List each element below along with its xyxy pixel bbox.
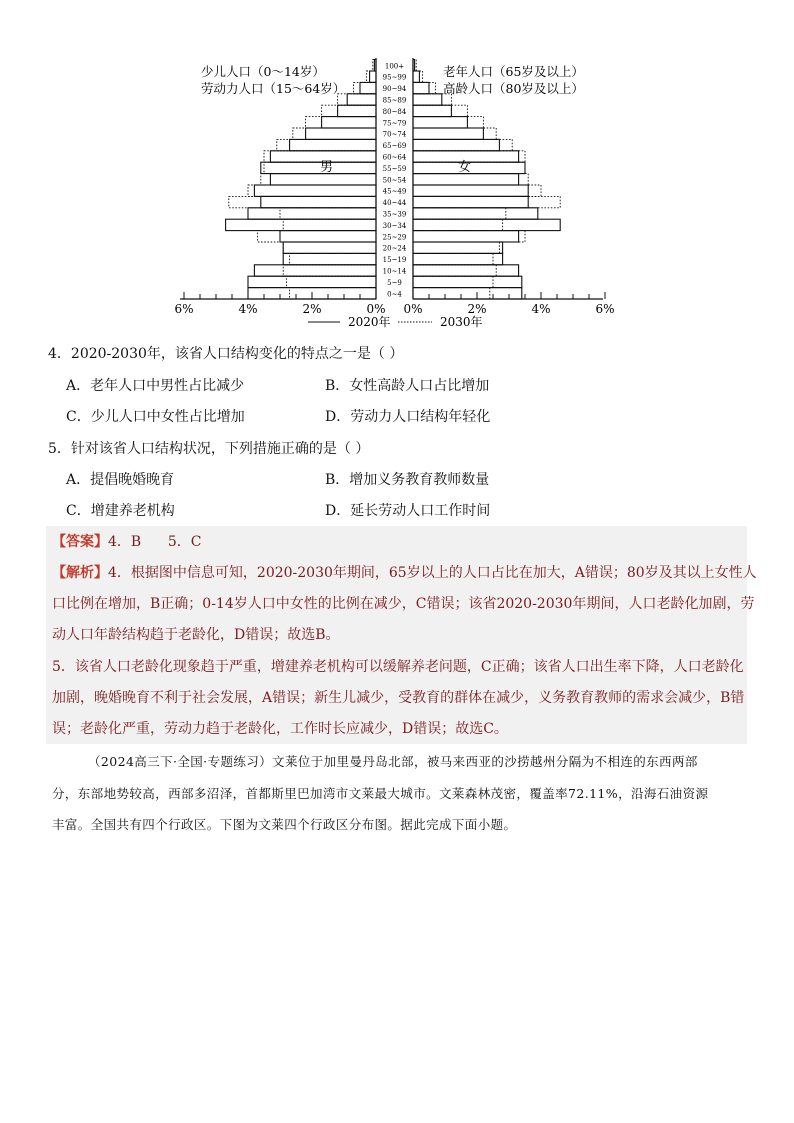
age-label: 50~54 <box>382 176 407 185</box>
bar-male-2020年 <box>248 208 376 219</box>
bar-female-2020年 <box>413 276 522 287</box>
age-label: 90~94 <box>382 85 407 94</box>
population-pyramid-chart <box>170 52 620 334</box>
bar-male-2030年 <box>229 196 376 207</box>
bar-male-2020年 <box>270 174 376 185</box>
bar-female-2030年 <box>413 174 528 185</box>
question-5-stem: 5．针对该省人口结构状况，下列措施正确的是（ ） <box>48 441 370 457</box>
bar-male-2030年 <box>248 185 376 196</box>
bar-female-2030年 <box>413 185 541 196</box>
bar-male-2020年 <box>280 231 376 242</box>
passage-line-2: 分，东部地势较高，西部多沼泽，首都斯里巴加湾市文莱最大城市。文莱森林茂密，覆盖率72.11%，沿海石油资源 <box>52 786 709 801</box>
q5-option-c[interactable]: C．增建养老机构 <box>66 503 175 519</box>
bar-female-2020年 <box>413 128 483 139</box>
bar-male-2020年 <box>254 185 376 196</box>
analysis-text-1: 4．根据图中信息可知，2020-2030年期间，65岁以上的人口占比在加大，A错误；80岁及其以上女性人 <box>108 565 757 581</box>
age-labels <box>383 62 407 298</box>
bar-female-2030年 <box>413 139 512 150</box>
bar-male-2030年 <box>286 276 376 287</box>
bar-male-2020年 <box>254 265 376 276</box>
legend-elderly: 老年人口（65岁及以上） <box>443 64 584 79</box>
bar-female-2030年 <box>413 219 503 230</box>
bar-female-2020年 <box>413 105 451 116</box>
age-label: 75~79 <box>382 119 407 128</box>
bar-male-2020年 <box>290 139 376 150</box>
bar-male-2020年 <box>322 117 376 128</box>
x-tick-label-left: 4% <box>238 302 258 316</box>
bar-female-2030年 <box>413 231 525 242</box>
answer-tag: 【答案】 <box>52 534 108 550</box>
bar-male-2030年 <box>283 219 376 230</box>
bar-female-2020年 <box>413 231 519 242</box>
bar-female-2020年 <box>413 94 442 105</box>
legend-2020-label: 2020年 <box>348 315 391 329</box>
bar-male-2030年 <box>258 231 376 242</box>
analysis-line-6: 误；老龄化严重，劳动力趋于老龄化，工作时长应减少，D错误；故选C。 <box>52 721 508 737</box>
bar-male-2030年 <box>290 288 376 299</box>
bar-male-2020年 <box>338 105 376 116</box>
age-label: 15~19 <box>382 256 407 265</box>
bar-male-2020年 <box>226 219 376 230</box>
analysis-line-4: 5．该省人口老龄化现象趋于严重，增建养老机构可以缓解养老问题，C正确；该省人口出生率下降，人口老龄化 <box>52 659 744 675</box>
bar-male-2020年 <box>261 162 376 173</box>
q4-option-b[interactable]: B．女性高龄人口占比增加 <box>325 378 490 394</box>
answer-line <box>52 532 202 552</box>
bar-female-2030年 <box>413 208 506 219</box>
bar-female-2030年 <box>413 196 560 207</box>
age-label: 25~29 <box>382 233 407 242</box>
age-label: 100+ <box>384 62 405 71</box>
analysis-line-2: 口比例在增加，B正确；0-14岁人口中女性的比例在减少，C错误；该省2020-2030年期间，人口老龄化加剧，劳 <box>52 596 755 612</box>
analysis-tag: 【解析】 <box>52 565 108 581</box>
bar-male-2020年 <box>248 276 376 287</box>
bar-male-2020年 <box>261 196 376 207</box>
bar-male-2030年 <box>366 71 376 82</box>
label-female: 女 <box>458 160 472 175</box>
age-label: 65~69 <box>382 142 407 151</box>
age-label: 55~59 <box>382 164 407 173</box>
bar-male-2020年 <box>370 71 376 82</box>
bar-male-2030年 <box>277 139 376 150</box>
age-label: 40~44 <box>382 199 407 208</box>
passage-line-3: 丰富。全国共有四个行政区。下图为文莱四个行政区分布图。据此完成下面小题。 <box>52 817 517 832</box>
bar-male-2030年 <box>283 265 376 276</box>
bar-female-2030年 <box>413 117 483 128</box>
passage-line-1: （2024高三下·全国·专题练习）文莱位于加里曼丹岛北部，被马来西亚的沙捞越州分隔为不相连的东西两部 <box>88 754 698 769</box>
question-4-stem: 4．2020-2030年，该省人口结构变化的特点之一是（ ） <box>48 346 404 362</box>
legend-labor: 劳动力人口（15～64岁） <box>201 81 346 96</box>
q5-option-d[interactable]: D．延长劳动人口工作时间 <box>325 503 491 519</box>
bar-female-2020年 <box>413 82 429 93</box>
bar-female-2030年 <box>413 82 435 93</box>
age-label: 45~49 <box>382 187 407 196</box>
age-label: 0~4 <box>387 290 402 299</box>
analysis-line-3: 动人口年龄结构趋于老龄化，D错误；故选B。 <box>52 627 340 643</box>
bar-female-2030年 <box>413 105 467 116</box>
bar-female-2020年 <box>413 185 528 196</box>
x-tick-label-left: 2% <box>302 302 322 316</box>
x-tick-label-left: 0% <box>366 302 386 316</box>
bar-female-2020年 <box>413 139 499 150</box>
bar-female-2020年 <box>413 265 519 276</box>
bar-female-2030年 <box>413 253 493 264</box>
bar-male-2030年 <box>283 242 376 253</box>
bar-male-2030年 <box>306 117 376 128</box>
answer-text: 4．B 5．C <box>108 534 202 550</box>
bar-male-2030年 <box>290 253 376 264</box>
x-tick-label-right: 2% <box>467 302 487 316</box>
bar-female-2030年 <box>413 242 499 253</box>
bar-female-2020年 <box>413 219 560 230</box>
bar-female-2020年 <box>413 242 503 253</box>
age-label: 60~64 <box>382 153 407 162</box>
age-label: 70~74 <box>382 130 407 139</box>
age-label: 80~84 <box>382 107 407 116</box>
age-label: 20~24 <box>382 244 407 253</box>
x-tick-label-left: 6% <box>174 302 194 316</box>
bar-female-2020年 <box>413 253 503 264</box>
label-male: 男 <box>320 160 334 175</box>
bar-female-2030年 <box>413 71 423 82</box>
bar-male-2020年 <box>347 94 376 105</box>
q4-option-a[interactable]: A．老年人口中男性占比减少 <box>66 378 245 394</box>
legend-children: 少儿人口（0～14岁） <box>201 64 325 79</box>
age-label: 85~89 <box>382 96 407 105</box>
age-label: 10~14 <box>382 267 407 276</box>
analysis-line-1 <box>52 563 757 583</box>
q4-option-c[interactable]: C．少儿人口中女性占比增加 <box>66 409 245 425</box>
bar-male-2030年 <box>280 208 376 219</box>
legend-senior: 高龄人口（80岁及以上） <box>443 81 584 96</box>
x-tick-label-right: 0% <box>403 302 423 316</box>
bar-male-2020年 <box>283 253 376 264</box>
bar-female-2020年 <box>413 196 528 207</box>
bar-female-2030年 <box>413 276 493 287</box>
q4-option-d[interactable]: D．劳动力人口结构年轻化 <box>325 409 491 425</box>
bar-male-2020年 <box>283 242 376 253</box>
legend-2030-label: 2030年 <box>440 315 483 329</box>
age-label: 95~99 <box>382 73 407 82</box>
age-label: 30~34 <box>382 221 407 230</box>
bar-female-2020年 <box>413 71 419 82</box>
bar-male-2030年 <box>354 82 376 93</box>
bar-female-2020年 <box>413 117 467 128</box>
bar-female-2020年 <box>413 208 538 219</box>
bar-female-2030年 <box>413 288 490 299</box>
x-tick-label-right: 6% <box>595 302 615 316</box>
q5-option-a[interactable]: A．提倡晚婚晚育 <box>66 472 175 488</box>
age-label: 35~39 <box>382 210 407 219</box>
bar-male-2030年 <box>322 105 376 116</box>
bar-female-2020年 <box>413 174 519 185</box>
age-label: 5~9 <box>387 278 402 287</box>
analysis-line-5: 加剧，晚婚晚育不利于社会发展，A错误；新生儿减少，受教育的群体在减少，义务教育教师的需求会减少，B错 <box>52 690 745 706</box>
bar-female-2030年 <box>413 265 496 276</box>
q5-option-b[interactable]: B．增加义务教育教师数量 <box>325 472 490 488</box>
bar-male-2020年 <box>360 82 376 93</box>
x-tick-label-right: 4% <box>531 302 551 316</box>
bar-male-2030年 <box>261 174 376 185</box>
bar-male-2020年 <box>306 128 376 139</box>
